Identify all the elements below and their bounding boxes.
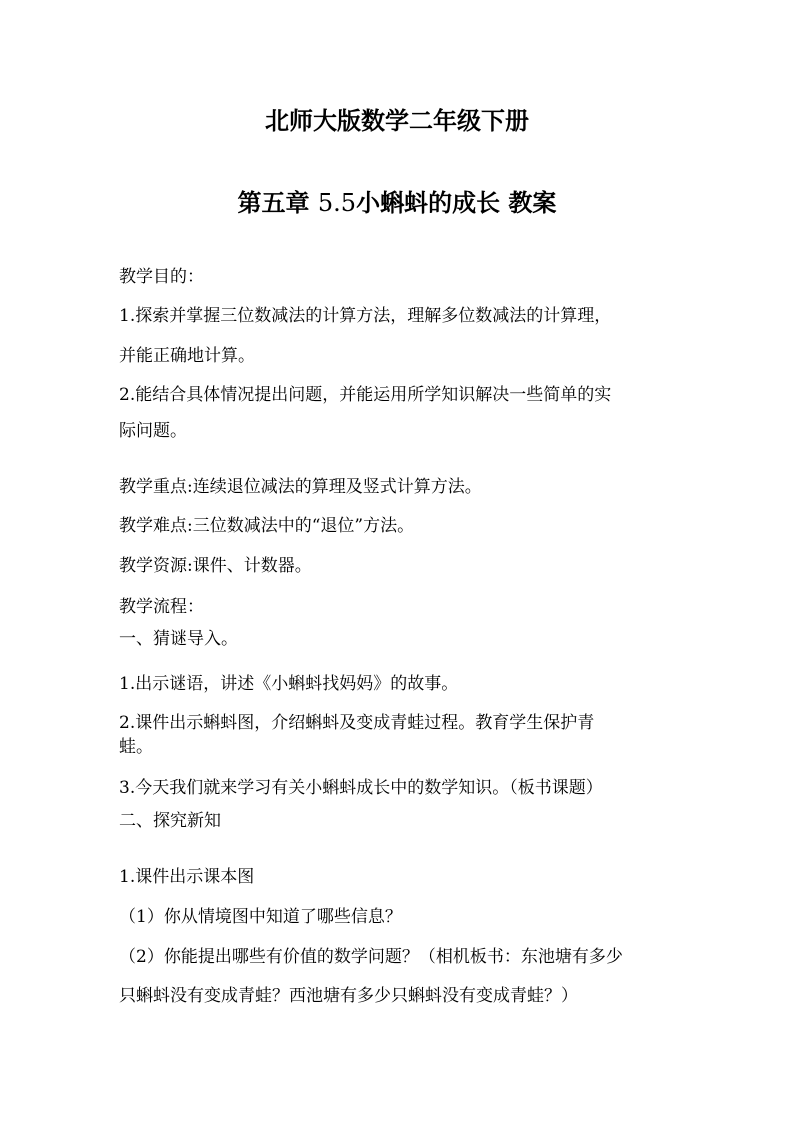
- subtitle-chapter: 第五章: [237, 189, 310, 217]
- paragraph-line: 一、猜谜导入。: [119, 629, 238, 649]
- document-subtitle: [0, 188, 794, 218]
- paragraph-line: 3.今天我们就来学习有关小蝌蚪成长中的数学知识。（板书课题）: [119, 778, 603, 798]
- subtitle-section-number: 5.5: [317, 189, 357, 217]
- paragraph-line: 1.探索并掌握三位数减法的计算方法，理解多位数减法的计算理，: [119, 306, 612, 326]
- paragraph-line: （2）你能提出哪些有价值的数学问题？（相机板书：东池塘有多少: [119, 947, 623, 967]
- paragraph-line: 1.出示谜语，讲述《小蝌蚪找妈妈》的故事。: [119, 674, 459, 694]
- paragraph-line: 二、探究新知: [119, 811, 221, 831]
- paragraph-line: 教学流程：: [119, 597, 204, 617]
- paragraph-line: 教学难点:三位数减法中的“退位”方法。: [119, 516, 415, 536]
- paragraph-line: 教学重点:连续退位减法的算理及竖式计算方法。: [119, 477, 482, 497]
- paragraph-line: 际问题。: [119, 421, 187, 441]
- paragraph-line: 2.课件出示蝌蚪图，介绍蝌蚪及变成青蛙过程。教育学生保护青: [119, 713, 595, 733]
- paragraph-line: 2.能结合具体情况提出问题，并能运用所学知识解决一些简单的实: [119, 385, 612, 405]
- paragraph-line: 并能正确地计算。: [119, 346, 255, 366]
- paragraph-line: 蛙。: [119, 737, 153, 757]
- paragraph-line: 1.课件出示课本图: [119, 867, 255, 887]
- paragraph-line: 只蝌蚪没有变成青蛙？西池塘有多少只蝌蚪没有变成青蛙？）: [119, 986, 578, 1006]
- paragraph-line: 教学资源:课件、计数器。: [119, 556, 312, 576]
- subtitle-lesson: 小蝌蚪的成长 教案: [356, 189, 557, 217]
- document-title: 北师大版数学二年级下册: [265, 107, 529, 135]
- paragraph-line: 教学目的：: [119, 267, 204, 287]
- paragraph-line: （1）你从情境图中知道了哪些信息？: [119, 907, 402, 927]
